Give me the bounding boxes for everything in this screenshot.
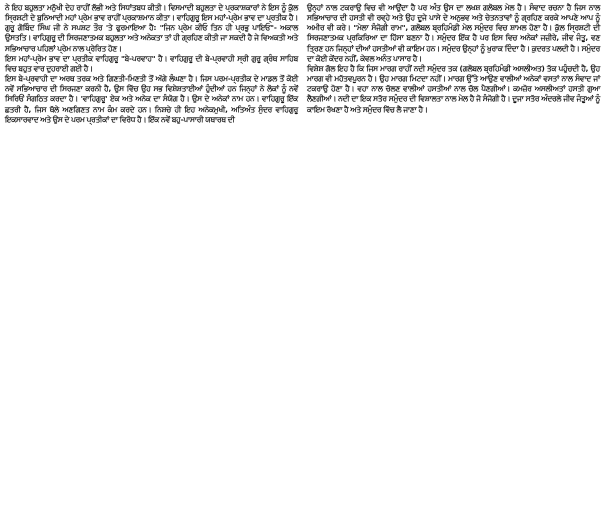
- paragraph: ਉਨ੍ਹਾਂ ਨਾਲ ਟਕਰਾਉ ਵਿਚ ਵੀ ਆਉਂਦਾ ਹੈ ਪਰ ਅੰਤ ਉਸ ਦਾ ਲਖਸ਼ ਗਲੋਬਲ ਮੇਲ ਹੈ। ਸੰਵਾਦ ਰਚਨਾ ਹੈ ਜਿਸ ਨਾਲ ਸਭਿਆਚਾਰ ਦੀ ਹਸਤੀ ਵੀ ਰਵ੍ਹੇ ਅਤੇ ਉਹ ਦੂਜੇ ਪਾਸੇ ਦੇ ਅਨੁਭਵ ਅਤੇ ਚੇਤਨਤਾਵਾਂ ਨੂੰ ਗ੍ਰਹਿਣ ਕਰਕੇ ਆਪਣੇ ਆਪ ਨੂੰ ਅਮੀਰ ਵੀ ਕਰੇ। "ਮੇਲਾ ਸੰਜੋਗੀ ਰਾਮ", ਗਲੋਬਲ ਬ੍ਰਹਿਮੰਡੀ ਮੇਲ ਸਮੁੰਦਰ ਵਿਚ ਸ਼ਾਮਲ ਹੋਣਾ ਹੈ। ਕੁੱਲ ਸ੍ਰਿਸ਼ਟੀ ਦੀ ਸਿਰਜਣਾਤਮਕ ਪ੍ਰਕਿਰਿਆ ਦਾ ਹਿੱਸਾ ਬਣਨਾ ਹੈ। ਸਮੁੰਦਰ ਇੱਕ ਹੈ ਪਰ ਇਸ ਵਿਚ ਅਨੇਕਾਂ ਜਜ਼ੀਰੇ, ਜੀਵ ਜੰਤੂ, ਵਣ ਤ੍ਰਿਣ ਹਨ ਜਿਨ੍ਹਾਂ ਦੀਆਂ ਹਸਤੀਆਂ ਵੀ ਕਾਇਮ ਹਨ। ਸਮੁੰਦਰ ਉਨ੍ਹਾਂ ਨੂੰ ਖੁਰਾਕ ਦਿੰਦਾ ਹੈ। ਕੁਦਰਤ ਪਲਦੀ ਹੈ। ਸਮੁੰਦਰ ਦਾ ਕੋਈ ਕੇਂਦਰ ਨਹੀਂ, ਕੇਵਲ ਅਨੰਤ ਪਾਸਾਰ ਹੈ।: [307, 3, 600, 63]
- paragraph: ਇਸ ਬੇ-ਪ੍ਰਵਾਹੀ ਦਾ ਅਰਥ ਤਰਕ ਅਤੇ ਗਿਣਤੀ-ਮਿਣਤੀ ਤੋਂ ਅੱਗੇ ਲੰਘਣਾ ਹੈ। ਜਿਸ ਪਰਮ-ਪ੍ਰਤੀਕ ਦੇ ਮਾਡਲ ਤੋਂ ਕੋਈ ਨਵੇਂ ਸਭਿਆਚਾਰ ਦੀ ਸਿਰਜਣਾ ਕਰਨੀ ਹੈ, ਉਸ ਵਿੱਚ ਉਹ ਸਭ ਵਿਸ਼ੇਸ਼ਤਾਈਆਂ ਹੁੰਦੀਆਂ ਹਨ ਜਿਨ੍ਹਾਂ ਨੇ ਲੋਕਾਂ ਨੂੰ ਨਵੇਂ ਸਿਰਿਓਂ ਸੰਗਠਿਤ ਕਰਦਾ ਹੈ। 'ਵਾਹਿਗੁਰੂ' ਏਕ ਅਤੇ ਅਨੇਕ ਦਾ ਸੰਯੋਗ ਹੈ। ਉਸ ਦੇ ਅਨੇਕਾਂ ਨਾਮ ਹਨ। ਵਾਹਿਗੁਰੂ ਇੱਕ ਛਤਰੀ ਹੈ, ਜਿਸ ਥੱਲੇ ਅਣਗਿਣਤ ਨਾਮ ਕੰਮ ਕਰਦੇ ਹਨ। ਨਿਸ਼ਚੇ ਹੀ ਇਹ ਅਨੇਕਮੁਖੀ, ਅਤਿਅੰਤ ਸੁੰਦਰ ਵਾਹਿਗੁਰੂ ਇਕਸਾਰਵਾਦ ਅਤੇ ਉਸ ਦੇ ਪਰਮ ਪ੍ਰਤੀਕਾਂ ਦਾ ਵਿਰੋਧ ਹੈ। ਇੱਕ ਨਵੇਂ ਬਹੁ-ਪਾਸਾਰੀ ਯਥਾਰਥ ਦੀ: [5, 74, 298, 124]
- right-column: [307, 3, 600, 516]
- left-column: [5, 3, 298, 516]
- paragraph: ਵਿਸ਼ੇਸ਼ ਗੱਲ ਇਹ ਹੈ ਕਿ ਜਿਸ ਮਾਰਗ ਰਾਹੀਂ ਨਦੀ ਸਮੁੰਦਰ ਤਕ (ਗਲੋਬਲ ਬ੍ਰਹਿਮੰਡੀ ਅਸਲੀਅਤ) ਤੱਕ ਪਹੁੰਚਦੀ ਹੈ, ਉਹ ਮਾਰਗ ਵੀ ਮਹੱਤਵਪੂਰਨ ਹੈ। ਉਹ ਮਾਰਗ ਮਿਟਦਾ ਨਹੀਂ। ਮਾਰਗ ਉੱਤੇ ਆਉਣ ਵਾਲੀਆਂ ਅਨੇਕਾਂ ਵਸਤਾਂ ਨਾਲ ਸੰਵਾਦ ਜਾਂ ਟਕਰਾਉ ਹੋਣਾ ਹੈ। ਵਹਾ ਨਾਲ ਚੱਲਣ ਵਾਲੀਆਂ ਹਸਤੀਆਂ ਨਾਲ ਚੱਲ ਪੈਣਗੀਆਂ। ਕਮਜ਼ੋਰ ਅਸਲੀਅਤਾਂ ਹਸਤੀ ਗੁਆ ਲੈਣਗੀਆਂ। ਨਦੀ ਦਾ ਇਕ ਸਤੱਰ ਸਮੁੰਦਰ ਦੀ ਵਿਸ਼ਾਲਤਾ ਨਾਲ ਮੇਲ ਹੈ ਜੋ ਸੰਜੋਗੀ ਹੈ। ਦੂਜਾ ਸਤੱਰ ਅੰਦਰਲੇ ਜੀਵ ਜੰਤੂਆਂ ਨੂੰ ਕਾਇਮ ਰੱਖਣਾ ਹੈ ਅਤੇ ਸਮੁੰਦਰ ਵਿੱਚ ਲੈ ਜਾਣਾ ਹੈ।: [307, 63, 600, 114]
- paragraph: ਨੇ ਇਹ ਬਹੁਲਤਾ ਮਨੁੱਖੀ ਦੇਹ ਰਾਹੀਂ ਲੱਭੀ ਅਤੇ ਸਿਧਾਂਤਬਧ ਕੀਤੀ। ਵਿਸਮਾਦੀ ਬਹੁਲਤਾ ਦੇ ਪ੍ਰਕਾਸ਼ਕਾਰਾਂ ਨੇ ਇਸ ਨੂੰ ਕੁੱਲ ਸ੍ਰਿਸ਼ਟੀ ਦੇ ਬੁਨਿਆਦੀ ਮਹਾਂ ਪ੍ਰੇਮ ਭਾਵ ਰਾਹੀਂ ਪ੍ਰਕਾਸ਼ਮਾਨ ਕੀਤਾ। ਵਾਹਿਗੁਰੂ ਇਸ ਮਹਾਂ-ਪ੍ਰੇਮ ਭਾਵ ਦਾ ਪ੍ਰਤੀਕ ਹੈ। ਗੁਰੂ ਗੋਬਿੰਦ ਸਿੰਘ ਜੀ ਨੇ ਸਪਸ਼ਟ ਤੌਰ 'ਤੇ ਫੁਰਮਾਇਆ ਹੈ: "ਜਿਨ ਪ੍ਰੇਮ ਕੀਓ ਤਿਨ ਹੀ ਪ੍ਰਭੁ ਪਾਇਓ"- ਅਕਾਲ ਉਸਤਤਿ। ਵਾਹਿਗੁਰੂ ਦੀ ਸਿਰਜਣਾਤਮਕ ਬਹੁਲਤਾ ਅਤੇ ਅਨੇਕਤਾ ਤਾਂ ਹੀ ਗ੍ਰਹਿਣ ਕੀਤੀ ਜਾ ਸਕਦੀ ਹੈ ਜੇ ਵਿਅਕਤੀ ਅਤੇ ਸਭਿਆਚਾਰ ਪਹਿਲਾਂ ਪ੍ਰੇਮ ਨਾਲ ਪ੍ਰੇਰਿਤ ਹੋਣ।: [5, 3, 298, 53]
- paragraph: ਇਸ ਮਹਾਂ-ਪ੍ਰੇਮ ਭਾਵ ਦਾ ਪ੍ਰਤੀਕ ਵਾਹਿਗੁਰੂ "ਬੇ-ਪਰਵਾਹ" ਹੈ। ਵਾਹਿਗੁਰੂ ਦੀ ਬੇ-ਪ੍ਰਵਾਹੀ ਸ੍ਰੀ ਗੁਰੂ ਗ੍ਰੰਥ ਸਾਹਿਬ ਵਿਚ ਬਹੁਤ ਵਾਰ ਦੁਹਰਾਈ ਗਈ ਹੈ।: [5, 53, 298, 73]
